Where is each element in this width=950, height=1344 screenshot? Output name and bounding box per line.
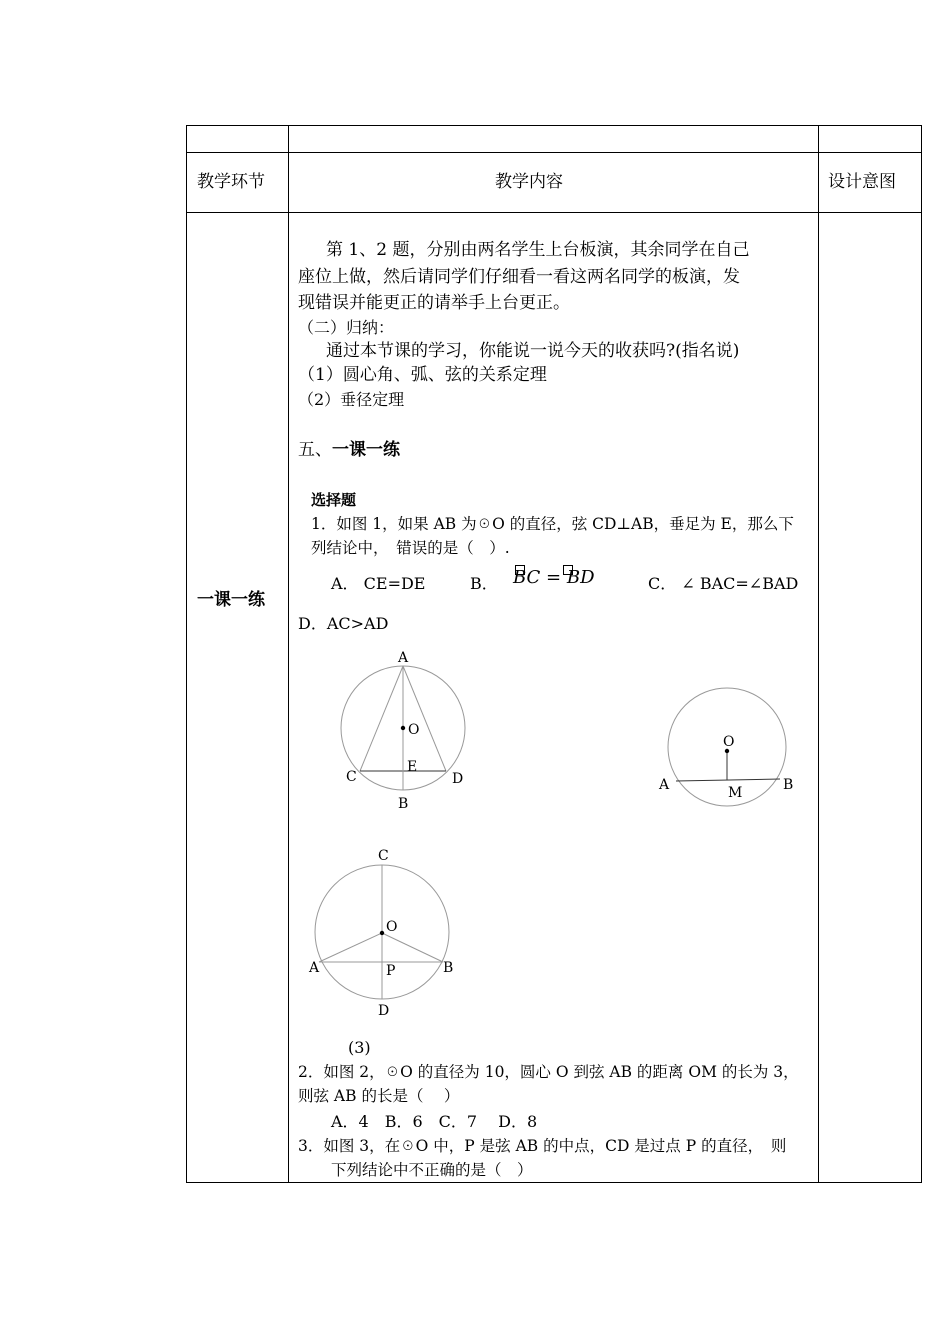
fig1-label-a: A (398, 650, 409, 666)
fig3-radius-ob (382, 933, 443, 962)
q1-option-a: A． CE=DE (331, 574, 426, 593)
table-col-divider-1 (288, 125, 289, 1183)
table-bottom-border (186, 1182, 922, 1183)
figure-1 (330, 645, 480, 815)
para1-line1: 第 1、2 题，分别由两名学生上台板演，其余同学在自己 (326, 240, 750, 260)
summary-title: （二）归纳： (298, 318, 395, 337)
fig3-label-b: B (443, 960, 454, 976)
summary-item-2: （2）垂径定理 (298, 390, 405, 409)
q3-line2: 下列结论中不正确的是（ ） (331, 1161, 533, 1179)
q2-line2: 则弦 AB 的长是（ ） (298, 1087, 460, 1105)
para1-line3: 现错误并能更正的请举手上台更正。 (298, 293, 570, 313)
fig1-chord-ad (403, 666, 446, 771)
fig1-label-d: D (452, 771, 464, 787)
fig2-label-o: O (723, 734, 735, 750)
fig2-label-m: M (728, 785, 743, 801)
fig1-label-c: C (346, 769, 357, 785)
fig3-label-c: C (378, 848, 389, 864)
fig1-label-e: E (407, 759, 418, 775)
q1-line2: 列结论中， 错误的是（ ）. (311, 539, 510, 557)
section5-heading (298, 440, 400, 460)
figure-3-caption: (3) (348, 1038, 371, 1057)
header-design-intent: 设计意图 (828, 172, 896, 192)
table-right-border (921, 125, 922, 1183)
table-col-divider-2 (818, 125, 819, 1183)
fig3-label-a: A (309, 960, 320, 976)
section5-title: 一课一练 (332, 440, 400, 460)
summary-question: 通过本节课的学习，你能说一说今天的收获吗?(指名说) (326, 341, 740, 361)
fig3-label-p: P (386, 963, 396, 979)
fig3-center-dot (380, 931, 384, 935)
figure-3 (305, 845, 465, 1025)
q3-line1: 3．如图 3，在☉O 中，P 是弦 AB 的中点，CD 是过点 P 的直径， 则 (298, 1137, 787, 1155)
q1-option-b-math: BC = BD (513, 567, 595, 588)
fig3-label-o: O (386, 919, 398, 935)
header-teaching-content: 教学内容 (495, 172, 563, 192)
para1-line2: 座位上做，然后请同学们仔细看一看这两名同学的板演，发 (298, 267, 740, 287)
arc-mark-icon (563, 565, 573, 575)
arc-mark-icon (515, 565, 525, 575)
fig1-center-dot (401, 726, 405, 730)
fig1-label-o: O (408, 722, 420, 738)
choice-title: 选择题 (311, 491, 357, 509)
q1-option-d: D．AC>AD (298, 614, 389, 633)
fig2-label-a: A (659, 777, 670, 793)
q1-option-b-label: B． (470, 574, 498, 593)
section5-prefix: 五、 (298, 440, 332, 460)
section-label: 一课一练 (197, 590, 265, 610)
figure-2 (650, 685, 800, 815)
fig2-label-b: B (783, 777, 794, 793)
q2-options: A．4 B．6 C．7 D．8 (331, 1112, 538, 1131)
fig2-chord-ab (676, 779, 780, 781)
table-row-border (186, 152, 922, 153)
fig3-label-d: D (378, 1003, 390, 1019)
q1-option-c: C． ∠ BAC=∠BAD (648, 574, 799, 593)
header-teaching-stage: 教学环节 (197, 172, 265, 192)
table-left-border (186, 125, 187, 1183)
summary-item-1: （1）圆心角、弧、弦的关系定理 (298, 365, 547, 385)
table-header-border (186, 212, 922, 213)
fig1-label-b: B (398, 796, 409, 812)
table-top-border (186, 125, 922, 126)
q2-line1: 2．如图 2，☉O 的直径为 10，圆心 O 到弦 AB 的距离 OM 的长为 3， (298, 1063, 799, 1081)
fig1-chord-ac (360, 666, 403, 771)
q1-line1: 1．如图 1，如果 AB 为☉O 的直径，弦 CD⊥AB，垂足为 E，那么下 (311, 515, 794, 533)
fig3-radius-oa (319, 933, 382, 962)
